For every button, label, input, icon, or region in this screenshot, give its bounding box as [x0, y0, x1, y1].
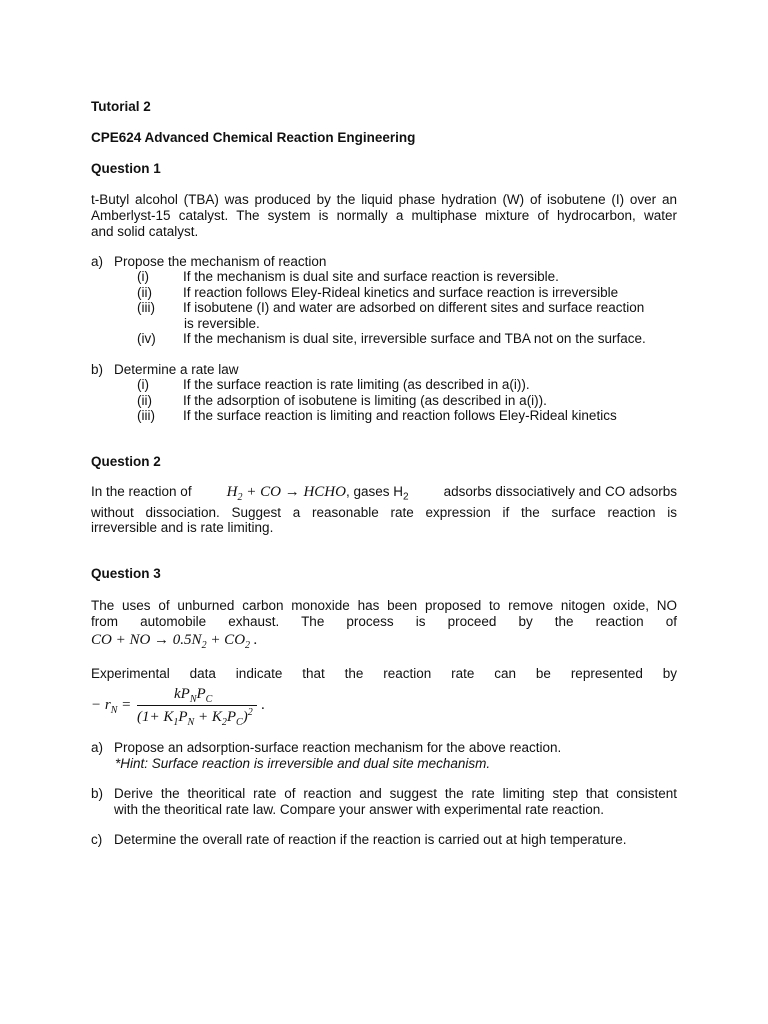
q1-part-a-label: a) [91, 254, 104, 269]
q3-part-c-text: Determine the overall rate of reaction if the reaction is carried out at high temperature. [114, 832, 627, 847]
q1-a-item-num: (i) [137, 269, 149, 284]
q3-reaction: CO + NO → $0.5N_2 + CO_2$ . [91, 632, 258, 651]
q1-part-b-label: b) [91, 362, 104, 377]
q1-a-item-text: If the mechanism is dual site, irreversible surface and TBA not on the surface. [183, 331, 646, 346]
q1-a-item [91, 331, 677, 347]
course-title: CPE624 Advanced Chemical Reaction Engineering [91, 130, 416, 145]
q1-b-item [91, 408, 677, 424]
q1-part-a-text: Propose the mechanism of reaction [114, 254, 327, 269]
q1-b-item-num: (iii) [137, 408, 155, 423]
q1-a-item [91, 269, 677, 285]
q3-part-a [91, 740, 677, 756]
q1-a-item-num: (iii) [137, 300, 155, 315]
q1-b-item [91, 377, 677, 393]
q3-part-b [91, 786, 677, 802]
question-2-heading: Question 2 [91, 454, 161, 469]
q2-line1-sub: 2 [402, 491, 409, 503]
q3-experimental-line: Experimental data indicate that the reaction rate can be represented by [91, 666, 677, 681]
q1-a-item-text: If isobutene (I) and water are adsorbed on different sites and surface reaction [183, 300, 645, 315]
q2-reaction-equation: $H_2$ + CO → HCHO [226, 484, 346, 503]
q1-a-item-continuation: is reversible. [184, 316, 260, 331]
rate-lhs: − $r_N$ = [91, 697, 132, 716]
q3-part-b-text-2: with the theoritical rate law. Compare your answer with experimental rate reaction. [114, 802, 604, 817]
rate-period: . [261, 697, 265, 713]
question-1-heading: Question 1 [91, 161, 161, 176]
q1-b-item-num: (i) [137, 377, 149, 392]
q3-line-1: The uses of unburned carbon monoxide has been proposed to remove nitogen oxide, NO [91, 598, 677, 613]
rate-numerator: $kP_NP_C$ [174, 686, 213, 705]
q1-intro-line-1: t-Butyl alcohol (TBA) was produced by the liquid phase hydration (W) of isobutene (I) over an [91, 192, 677, 207]
q1-b-item-text: If the surface reaction is limiting and reaction follows Eley-Rideal kinetics [183, 408, 617, 423]
q1-intro-line-2: Amberlyst-15 catalyst. The system is normally a multiphase mixture of hydrocarbon, water [91, 208, 677, 223]
q2-line-1 [91, 484, 677, 504]
q2-line1-post: , gases H [345, 484, 403, 499]
q1-a-item [91, 300, 677, 316]
q1-a-item [91, 285, 677, 301]
q1-b-item-num: (ii) [137, 393, 152, 408]
q1-part-b [91, 362, 677, 378]
q2-line1-end: adsorbs dissociatively and CO adsorbs [443, 484, 677, 499]
q2-line-3: irreversible and is rate limiting. [91, 520, 274, 535]
q1-part-b-text: Determine a rate law [114, 362, 239, 377]
question-3-heading: Question 3 [91, 566, 161, 581]
q1-a-item-text: If the mechanism is dual site and surface reaction is reversible. [183, 269, 559, 284]
q3-part-a-label: a) [91, 740, 104, 755]
fraction-bar [137, 705, 257, 706]
q1-b-item [91, 393, 677, 409]
q1-part-a [91, 254, 677, 270]
q2-reaction [227, 484, 409, 503]
q3-line-2: from automobile exhaust. The process is proceed by the reaction of [91, 614, 677, 629]
q3-part-c [91, 832, 677, 848]
q1-a-item-num: (iv) [137, 331, 156, 346]
q3-part-c-label: c) [91, 832, 103, 847]
q1-a-item-num: (ii) [137, 285, 152, 300]
q3-hint: *Hint: Surface reaction is irreversible and dual site mechanism. [115, 756, 491, 771]
q3-part-a-text: Propose an adsorption-surface reaction mechanism for the above reaction. [114, 740, 562, 755]
q3-part-b-text-1: Derive the theoritical rate of reaction and suggest the rate limiting step that consistent [114, 786, 677, 801]
tutorial-title: Tutorial 2 [91, 99, 151, 114]
q3-part-b-label: b) [91, 786, 104, 801]
rate-denominator: $(1+ K_1P_N + K_2P_C)^2$ [137, 707, 253, 728]
q2-line-2: without dissociation. Suggest a reasonable rate expression if the surface reaction is [91, 505, 677, 520]
q1-b-item-text: If the surface reaction is rate limiting (as described in a(i)). [183, 377, 530, 392]
q1-b-item-text: If the adsorption of isobutene is limiting (as described in a(i)). [183, 393, 547, 408]
q3-rate-equation [91, 686, 291, 728]
q1-intro-line-3: and solid catalyst. [91, 224, 199, 239]
q1-a-item-text: If reaction follows Eley-Rideal kinetics and surface reaction is irreversible [183, 285, 619, 300]
q2-line1-pre: In the reaction of [91, 484, 192, 499]
